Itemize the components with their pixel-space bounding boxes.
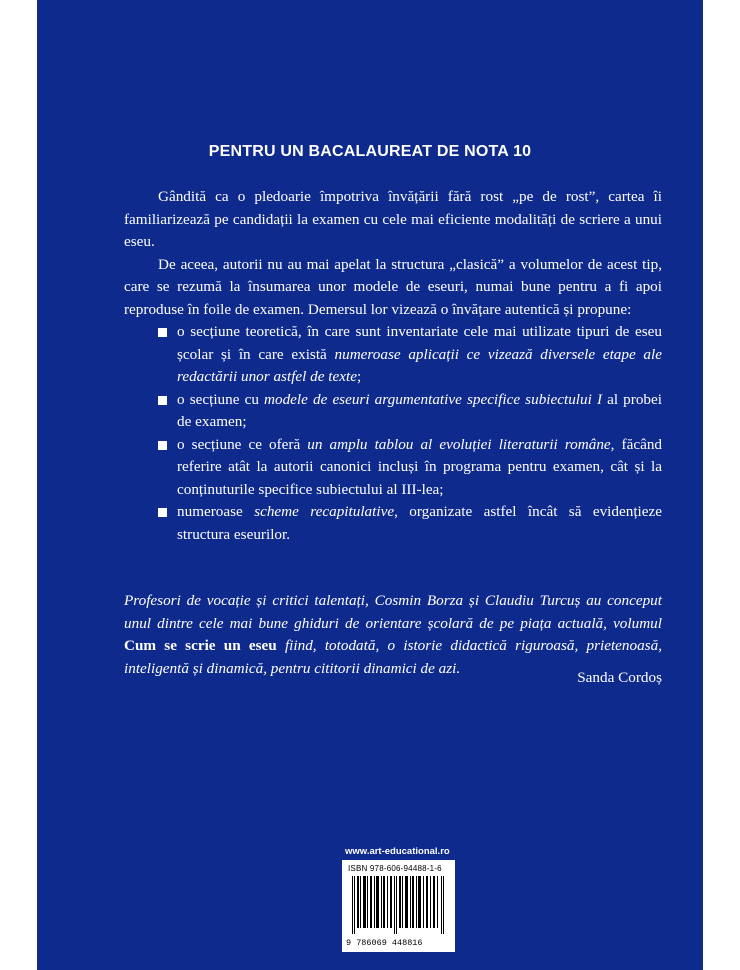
quote-author: Sanda Cordoș: [577, 669, 662, 686]
bullet-text: o secțiune ce oferă: [177, 435, 308, 453]
bullet-text: numeroase: [177, 503, 255, 520]
list-item: [124, 389, 662, 434]
bullet-text-end: , organizate astfel încât să evidențieze structura eseurilor.: [177, 503, 662, 543]
barcode-icon: [350, 876, 447, 934]
isbn-number: ISBN 978-606-94488-1-6: [348, 864, 442, 873]
paragraph-approach: De aceea, autorii nu au mai apelat la structura „clasică” a volumelor de acest tip, care se rezumă la însumarea unor modele de eseuri, numai bune pentru a fi apoi reproduse în foile de examen. Demersul lor vizează o învățare autentică și propune:: [124, 255, 662, 318]
square-bullet-icon: [158, 508, 167, 517]
list-item: [124, 501, 662, 546]
paragraph-intro: Gândită ca o pledoarie împotriva învățării fără rost „pe de rost”, cartea îi familiarizează pe candidații la examen cu cele mai eficiente modalități de scriere a unui eseu.: [124, 188, 662, 250]
bullet-text-end: , făcând referire atât la autorii canonici incluși în programa pentru examen, cât și la conținuturile specifice subiectului al III-lea;: [177, 435, 663, 498]
bullet-italic: scheme recapitulative: [254, 503, 395, 520]
cover-heading: PENTRU UN BACALAUREAT DE NOTA 10: [208, 143, 532, 160]
square-bullet-icon: [158, 328, 167, 337]
review-quote: [124, 590, 662, 680]
publisher-website: www.art-educational.ro: [345, 846, 450, 857]
barcode-digits: 9 786069 448816: [346, 938, 423, 948]
quote-text-end: fiind, totodată, o istorie didactică riguroasă, prietenoasă, inteligentă și dinamică, pentru cititorii dinamici de azi.: [124, 637, 662, 677]
bullet-text: o secțiune cu: [177, 390, 265, 408]
list-item: [124, 321, 662, 389]
square-bullet-icon: [158, 396, 167, 405]
square-bullet-icon: [158, 441, 167, 450]
book-title: Cum se scrie un eseu: [124, 637, 277, 654]
cover-body: [124, 186, 662, 546]
bullet-text-end: al probei de examen;: [177, 390, 662, 430]
quote-text: Profesori de vocație și critici talentați, Cosmin Borza și Claudiu Turcuș au conceput unul dintre cele mai bune ghiduri de orientare școlară de pe piața actuală, volumul: [124, 592, 662, 632]
back-cover: [37, 0, 703, 970]
bullet-italic: modele de eseuri argumentative specifice subiectului I: [264, 390, 602, 408]
isbn-barcode-box: [342, 860, 455, 952]
bullet-italic: un amplu tablou al evoluției literaturii române: [307, 435, 611, 453]
bullet-italic: numeroase aplicații ce vizează diversele etape ale redactării unor astfel de texte: [177, 345, 662, 385]
bullet-text-end: ;: [356, 368, 362, 385]
page-margin: [703, 0, 740, 970]
bullet-text: o secțiune teoretică, în care sunt inventariate cele mai utilizate tipuri de eseu școlar și în care există: [177, 323, 662, 363]
bullet-list: [124, 321, 662, 546]
list-item: [124, 434, 662, 502]
